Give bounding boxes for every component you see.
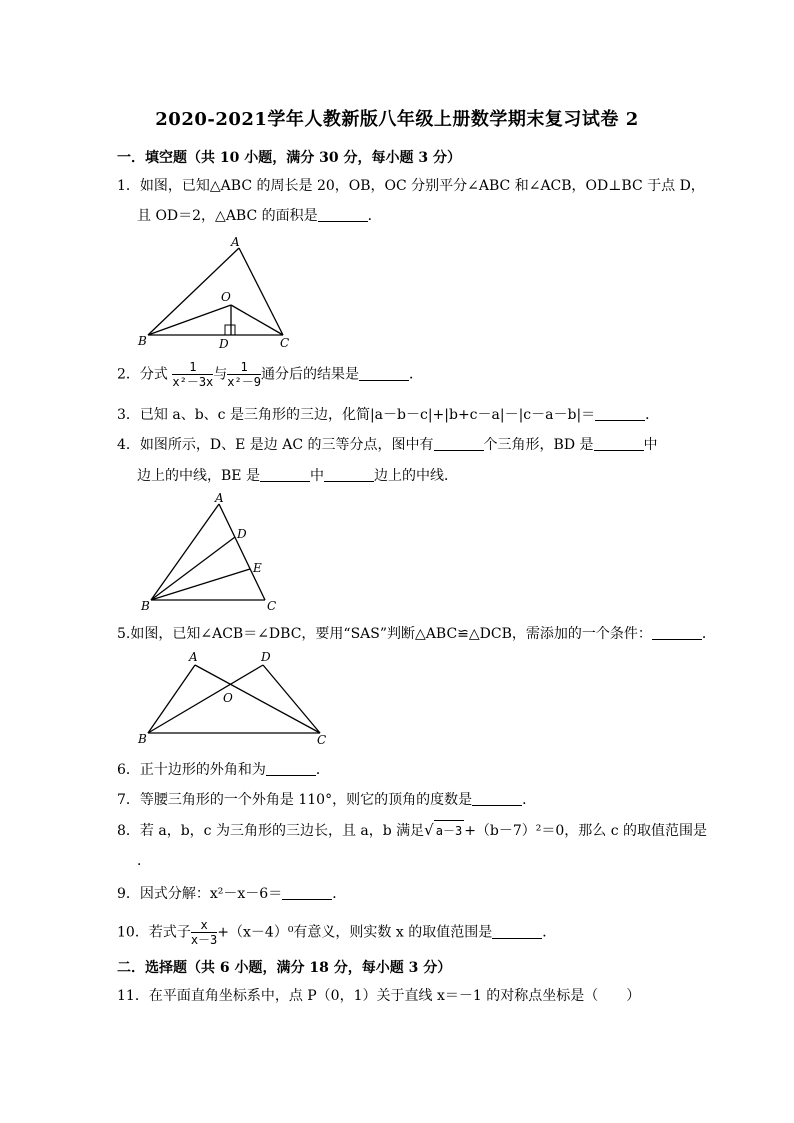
question-1-line2: 且 OD＝2，△ABC 的面积是 ． [137,208,382,224]
label-B: B [141,599,150,613]
label-D: D [219,337,229,350]
answer-blank [282,885,332,900]
question-8: 8．若 a，b，c 为三角形的三边长，且 a，b 满足√ a－3 +（b－7）²＝0，那么 c 的取值范围是 [117,821,708,839]
fraction-1: $\frac{1}{\text{x²－3x}}$ [172,360,214,389]
question-1-text: 且 OD＝2，△ABC 的面积是 [137,208,318,224]
answer-blank [266,761,316,776]
question-11: 11．在平面直角坐标系中，点 P（0，1）关于直线 x＝－1 的对称点坐标是（ ） [117,988,641,1004]
question-4-line1: 4．如图所示，D、E 是边 AC 的三等分点，图中有 个三角形，BD 是 中 [117,437,658,453]
label-D: D [261,650,271,664]
figure-q5-quadrilateral [135,645,335,750]
answer-blank [472,791,522,806]
label-O: O [223,691,233,705]
label-C: C [280,336,290,350]
figure-q1-triangle [135,235,295,350]
question-1-line1: 1．如图，已知△ABC 的周长是 20，OB，OC 分别平分∠ABC 和∠ACB，OD⊥BC 于点 D， [117,178,705,194]
label-O: O [221,290,231,304]
question-7: 7．等腰三角形的一个外角是 110°，则它的顶角的度数是 ． [117,792,537,808]
question-9: 9．因式分解：x²－x－6＝ ． [117,886,347,902]
question-2: 2．分式 $\frac{1}{\text{x²－3x}}$ 与 $\frac{1}{\text{x²－9}}$ 通分后的结果是 ． [117,360,423,389]
section-heading-fill-blank: 一．填空题（共 10 小题，满分 30 分，每小题 3 分） [117,150,461,166]
question-6: 6．正十边形的外角和为 ． [117,762,330,778]
label-B: B [138,334,147,348]
question-3: 3．已知 a、b、c 是三角形的三边，化简|a－b－c|+|b+c－a|－|c－a－b|＝ ． [117,407,660,423]
sqrt-expression: a－3 [434,820,464,841]
answer-blank [594,436,644,451]
label-A: A [231,235,240,249]
answer-blank [318,207,368,222]
fraction-x: $\frac{x}{x-3}$ [190,918,218,947]
label-C: C [267,599,277,613]
answer-blank [324,467,374,482]
question-8-line2: ． [137,853,151,869]
question-5: 5.如图，已知∠ACB＝∠DBC，要用“SAS”判断△ABC≌△DCB，需添加的一个条件： ． [117,626,716,642]
answer-blank [434,436,484,451]
fraction-2: $\frac{1}{\text{x²－9}}$ [227,360,261,389]
answer-blank [595,406,645,421]
figure-q4-triangle [135,492,285,617]
label-D: D [237,527,247,541]
section-heading-choice: 二．选择题（共 6 小题，满分 18 分，每小题 3 分） [117,960,452,976]
label-B: B [138,732,147,746]
question-4-line2: 边上的中线，BE 是 中 边上的中线． [137,468,458,484]
label-A: A [189,650,198,664]
answer-blank [492,924,542,939]
page-title: 2020-2021学年人教新版八年级上册数学期末复习试卷 2 [155,109,639,130]
answer-blank [359,366,409,381]
label-E: E [253,561,262,575]
label-C: C [317,733,327,747]
label-A: A [215,492,224,505]
question-10: 10．若式子 $\frac{x}{x-3}$ +（x－4）⁰有意义，则实数 x 的取值范围是 ． [117,918,557,947]
answer-blank [652,625,702,640]
answer-blank [260,467,310,482]
